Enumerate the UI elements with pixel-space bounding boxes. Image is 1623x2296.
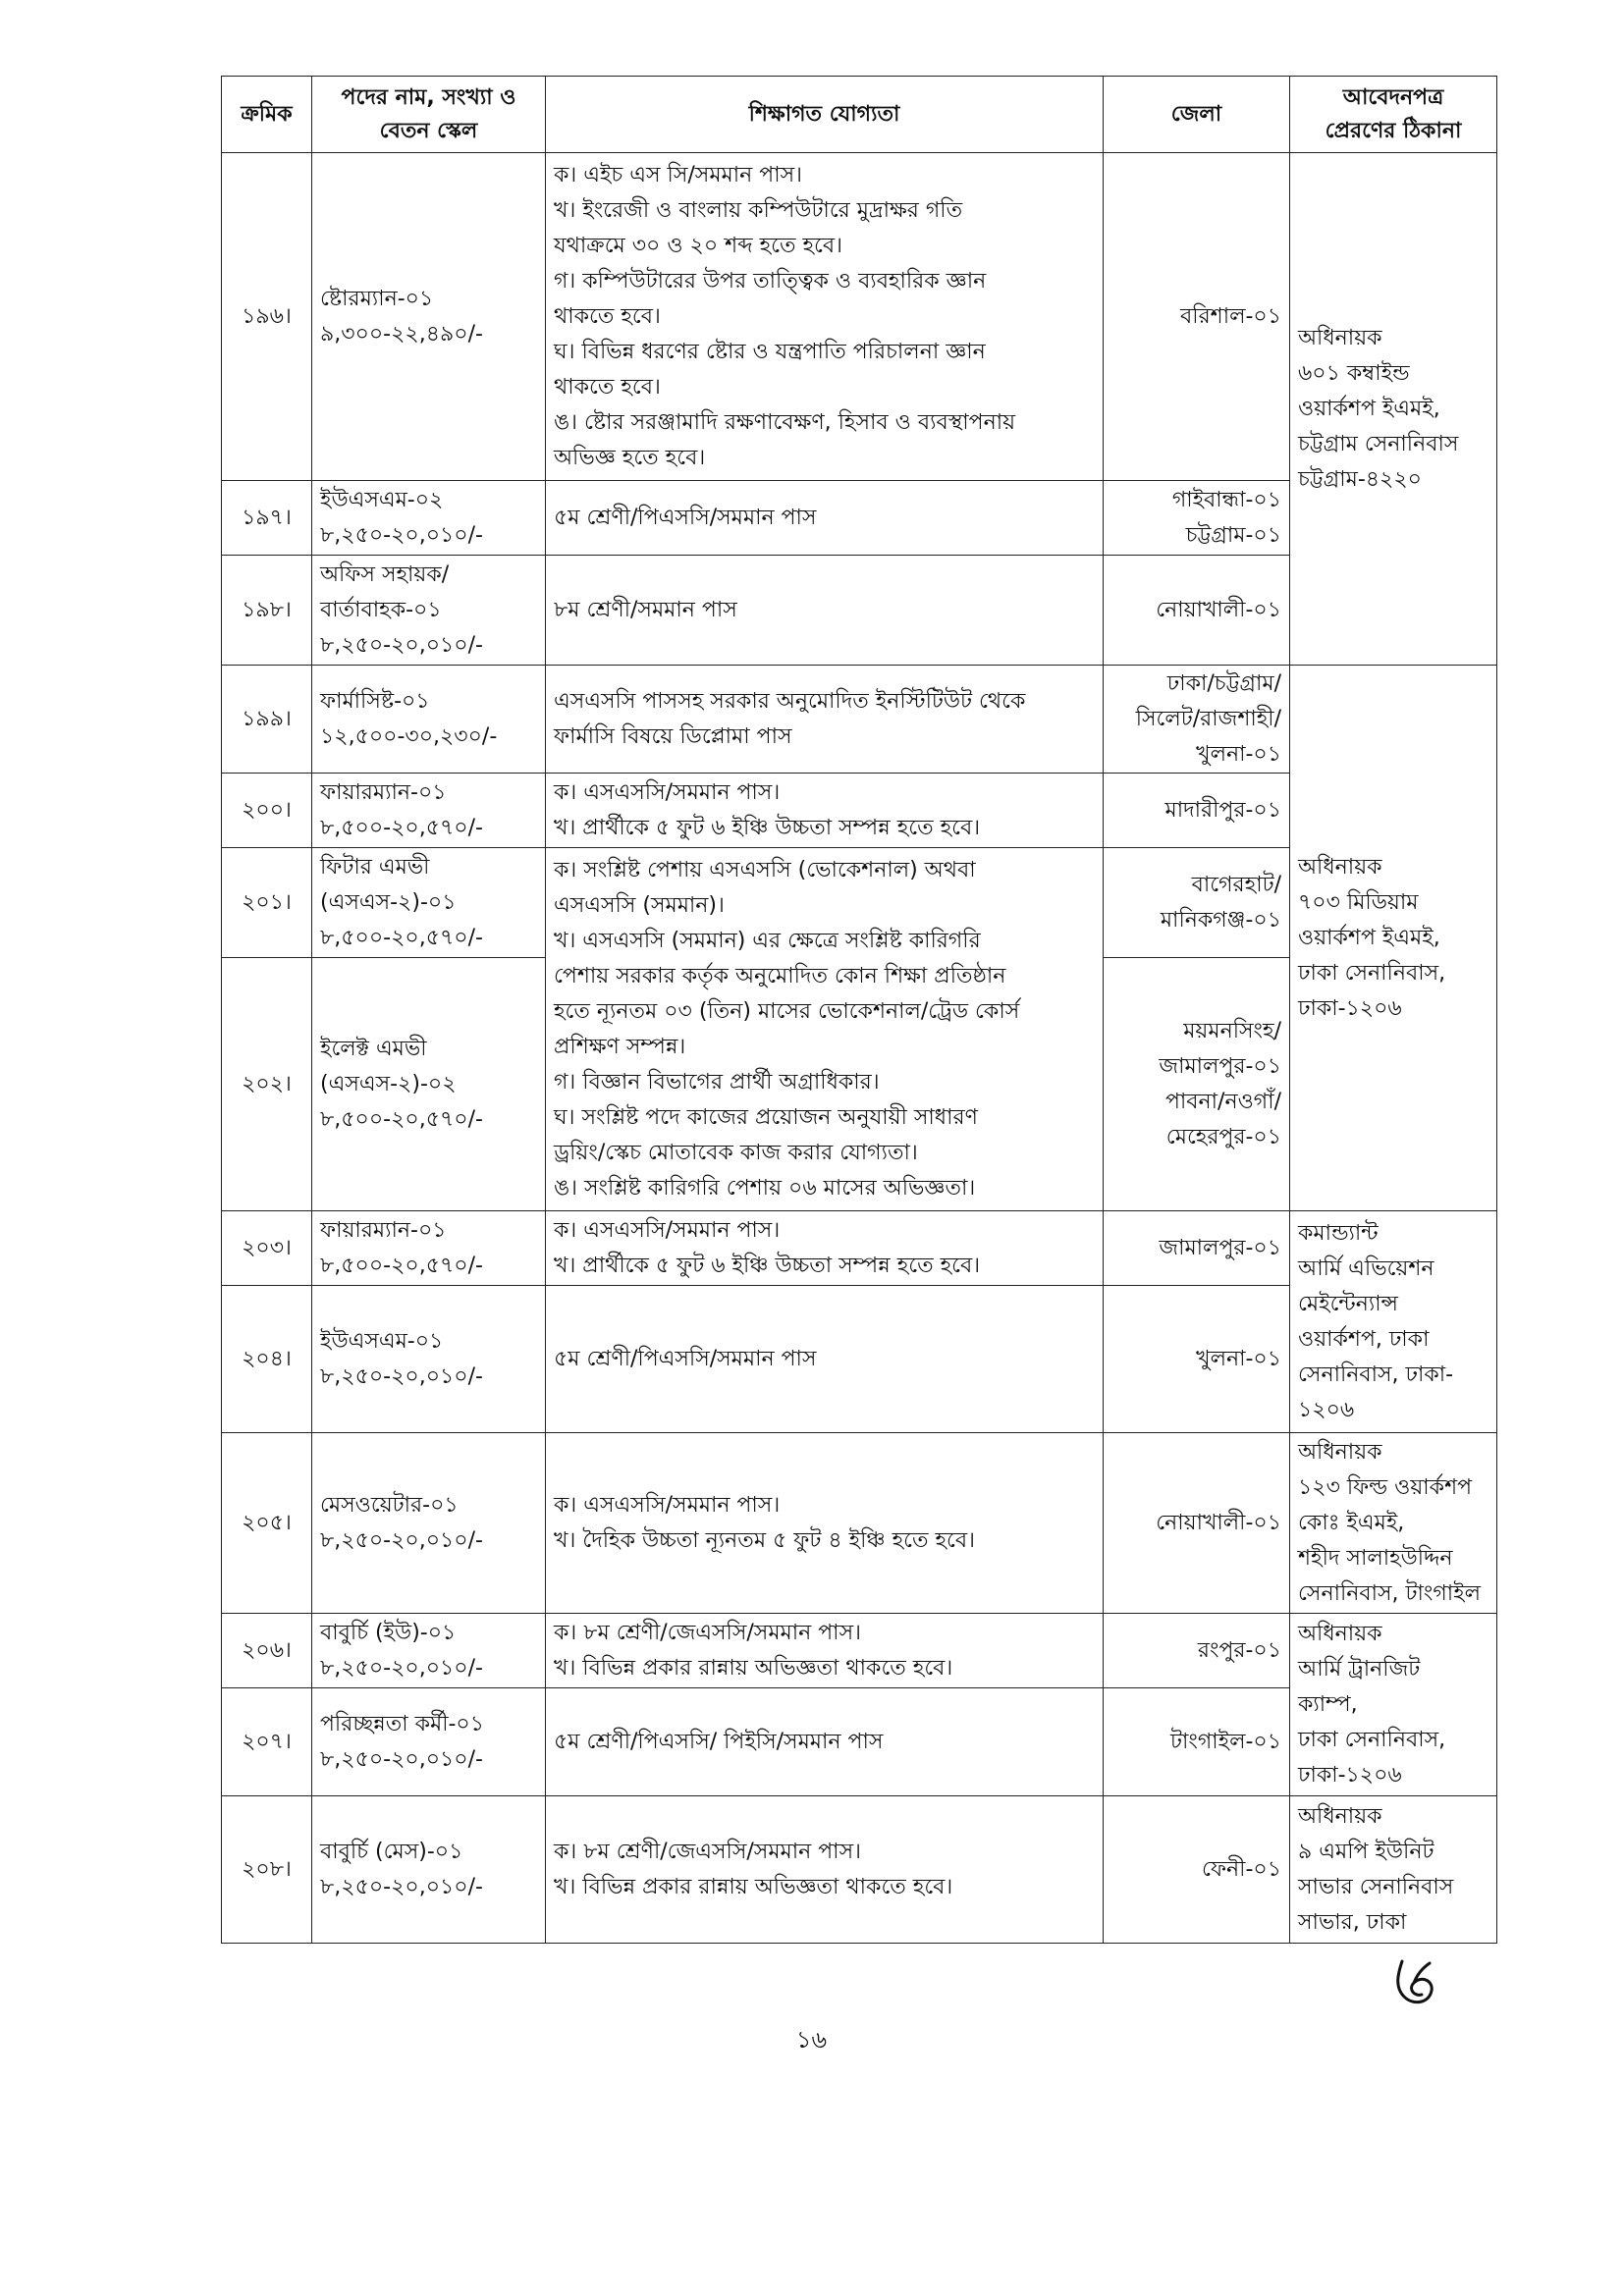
serial-cell: ১৯৯। [222, 666, 312, 774]
address-cell: অধিনায়ক ৬০১ কম্বাইন্ড ওয়ার্কশপ ইএমই, চট্টগ্রাম সেনানিবাস চট্টগ্রাম-৪২২০ [1290, 153, 1497, 666]
post-cell: মেসওয়েটার-০১ ৮,২৫০-২০,০১০/- [312, 1433, 546, 1614]
page-number: ১৬ [795, 2026, 828, 2054]
qualification-cell: ক। ৮ম শ্রেণী/জেএসসি/সমমান পাস। খ। বিভিন্ন প্রকার রান্নায় অভিজ্ঞতা থাকতে হবে। [546, 1614, 1104, 1688]
post-cell: পরিচ্ছন্নতা কর্মী-০১ ৮,২৫০-২০,০১০/- [312, 1688, 546, 1796]
district-cell: বাগেরহাট/ মানিকগঞ্জ-০১ [1104, 848, 1290, 958]
table-row [222, 1433, 1497, 1614]
post-cell: ফায়ারম্যান-০১ ৮,৫০০-২০,৫৭০/- [312, 774, 546, 848]
post-cell: ফিটার এমভী (এসএস-২)-০১ ৮,৫০০-২০,৫৭০/- [312, 848, 546, 958]
qualification-cell: ক। ৮ম শ্রেণী/জেএসসি/সমমান পাস। খ। বিভিন্ন প্রকার রান্নায় অভিজ্ঞতা থাকতে হবে। [546, 1796, 1104, 1944]
serial-cell: ২০৪। [222, 1286, 312, 1433]
qualification-cell: ৫ম শ্রেণী/পিএসসি/সমমান পাস [546, 1286, 1104, 1433]
district-cell: ফেনী-০১ [1104, 1796, 1290, 1944]
serial-cell: ২০০। [222, 774, 312, 848]
post-cell: বাবুর্চি (মেস)-০১ ৮,২৫০-২০,০১০/- [312, 1796, 546, 1944]
address-cell: অধিনায়ক ৭০৩ মিডিয়াম ওয়ার্কশপ ইএমই, ঢাকা সেনানিবাস, ঢাকা-১২০৬ [1290, 666, 1497, 1211]
post-cell: ইউএসএম-০২ ৮,২৫০-২০,০১০/- [312, 481, 546, 556]
district-cell: রংপুর-০১ [1104, 1614, 1290, 1688]
district-cell: মাদারীপুর-০১ [1104, 774, 1290, 848]
table-row [222, 153, 1497, 481]
qualification-cell: ৮ম শ্রেণী/সমমান পাস [546, 556, 1104, 666]
table-row [222, 666, 1497, 774]
post-cell: অফিস সহায়ক/ বার্তাবাহক-০১ ৮,২৫০-২০,০১০/- [312, 556, 546, 666]
district-cell: গাইবান্ধা-০১ চট্টগ্রাম-০১ [1104, 481, 1290, 556]
district-cell: নোয়াখালী-০১ [1104, 556, 1290, 666]
post-cell: ইউএসএম-০১ ৮,২৫০-২০,০১০/- [312, 1286, 546, 1433]
district-cell: বরিশাল-০১ [1104, 153, 1290, 481]
qualification-cell: ক। এসএসসি/সমমান পাস। খ। প্রার্থীকে ৫ ফুট ৬ ইঞ্চি উচ্চতা সম্পন্ন হতে হবে। [546, 1211, 1104, 1286]
post-cell: ফায়ারম্যান-০১ ৮,৫০০-২০,৫৭০/- [312, 1211, 546, 1286]
table-row [222, 1614, 1497, 1688]
table-header-row [222, 77, 1497, 153]
address-cell: কমান্ড্যান্ট আর্মি এভিয়েশন মেইন্টেন্যান্স ওয়ার্কশপ, ঢাকা সেনানিবাস, ঢাকা- ১২০৬ [1290, 1211, 1497, 1433]
header-serial: ক্রমিক [222, 77, 312, 153]
qualification-cell: ৫ম শ্রেণী/পিএসসি/ পিইসি/সমমান পাস [546, 1688, 1104, 1796]
serial-cell: ২০১। [222, 848, 312, 958]
serial-cell: ১৯৬। [222, 153, 312, 481]
post-cell: ষ্টোরম্যান-০১ ৯,৩০০-২২,৪৯০/- [312, 153, 546, 481]
district-cell: খুলনা-০১ [1104, 1286, 1290, 1433]
job-table [221, 76, 1497, 1944]
qualification-cell: ক। এসএসসি/সমমান পাস। খ। দৈহিক উচ্চতা ন্যূনতম ৫ ফুট ৪ ইঞ্চি হতে হবে। [546, 1433, 1104, 1614]
header-qualification: শিক্ষাগত যোগ্যতা [546, 77, 1104, 153]
post-cell: ইলেক্ট এমভী (এসএস-২)-০২ ৮,৫০০-২০,৫৭০/- [312, 958, 546, 1211]
serial-cell: ১৯৭। [222, 481, 312, 556]
qualification-cell: এসএসসি পাসসহ সরকার অনুমোদিত ইনস্টিটিউট থেকে ফার্মাসি বিষয়ে ডিপ্লোমা পাস [546, 666, 1104, 774]
district-cell: ময়মনসিংহ/ জামালপুর-০১ পাবনা/নওগাঁ/ মেহেরপুর-০১ [1104, 958, 1290, 1211]
district-cell: নোয়াখালী-০১ [1104, 1433, 1290, 1614]
address-cell: অধিনায়ক ৯ এমপি ইউনিট সাভার সেনানিবাস সাভার, ঢাকা [1290, 1796, 1497, 1944]
header-post: পদের নাম, সংখ্যা ও বেতন স্কেল [312, 77, 546, 153]
table-row [222, 1211, 1497, 1286]
serial-cell: ২০৬। [222, 1614, 312, 1688]
serial-cell: ২০২। [222, 958, 312, 1211]
serial-cell: ২০৮। [222, 1796, 312, 1944]
district-cell: ঢাকা/চট্টগ্রাম/ সিলেট/রাজশাহী/ খুলনা-০১ [1104, 666, 1290, 774]
serial-cell: ২০৫। [222, 1433, 312, 1614]
serial-cell: ১৯৮। [222, 556, 312, 666]
qualification-cell: ক। সংশ্লিষ্ট পেশায় এসএসসি (ভোকেশনাল) অথবা এসএসসি (সমমান)। খ। এসএসসি (সমমান) এর ক্ষেত্রে সংশ্লিষ্ট কারিগরি পেশায় সরকার কর্তৃক অনুমোদিত কোন শিক্ষা প্রতিষ্ঠান হতে ন্যূনতম ০৩ (তিন) মাসের ভোকেশনাল/ট্রেড কোর্স প্রশিক্ষণ সম্পন্ন। গ। বিজ্ঞান বিভাগের প্রার্থী অগ্রাধিকার। ঘ। সংশ্লিষ্ট পদে কাজের প্রয়োজন অনুযায়ী সাধারণ ড্রয়িং/স্কেচ মোতাবেক কাজ করার যোগ্যতা। ঙ। সংশ্লিষ্ট কারিগরি পেশায় ০৬ মাসের অভিজ্ঞতা। [546, 848, 1104, 1211]
address-cell: অধিনায়ক ১২৩ ফিল্ড ওয়ার্কশপ কোঃ ইএমই, শহীদ সালাহউদ্দিন সেনানিবাস, টাংগাইল [1290, 1433, 1497, 1614]
table-row [222, 1796, 1497, 1944]
address-cell: অধিনায়ক আর্মি ট্রানজিট ক্যাম্প, ঢাকা সেনানিবাস, ঢাকা-১২০৬ [1290, 1614, 1497, 1796]
serial-cell: ২০৭। [222, 1688, 312, 1796]
qualification-cell: ৫ম শ্রেণী/পিএসসি/সমমান পাস [546, 481, 1104, 556]
qualification-cell: ক। এসএসসি/সমমান পাস। খ। প্রার্থীকে ৫ ফুট ৬ ইঞ্চি উচ্চতা সম্পন্ন হতে হবে। [546, 774, 1104, 848]
serial-cell: ২০৩। [222, 1211, 312, 1286]
header-district: জেলা [1104, 77, 1290, 153]
qualification-cell: ক। এইচ এস সি/সমমান পাস। খ। ইংরেজী ও বাংলায় কম্পিউটারে মুদ্রাক্ষর গতি যথাক্রমে ৩০ ও ২০ শব্দ হতে হবে। গ। কম্পিউটারের উপর তাত্ত্বিক ও ব্যবহারিক জ্ঞান থাকতে হবে। ঘ। বিভিন্ন ধরণের ষ্টোর ও যন্ত্রপাতি পরিচালনা জ্ঞান থাকতে হবে। ঙ। ষ্টোর সরঞ্জামাদি রক্ষণাবেক্ষণ, হিসাব ও ব্যবস্থাপনায় অভিজ্ঞ হতে হবে। [546, 153, 1104, 481]
district-cell: জামালপুর-০১ [1104, 1211, 1290, 1286]
district-cell: টাংগাইল-০১ [1104, 1688, 1290, 1796]
post-cell: বাবুর্চি (ইউ)-০১ ৮,২৫০-২০,০১০/- [312, 1614, 546, 1688]
signature-mark [1384, 1953, 1443, 2012]
post-cell: ফার্মাসিষ্ট-০১ ১২,৫০০-৩০,২৩০/- [312, 666, 546, 774]
header-address: আবেদনপত্র প্রেরণের ঠিকানা [1290, 77, 1497, 153]
